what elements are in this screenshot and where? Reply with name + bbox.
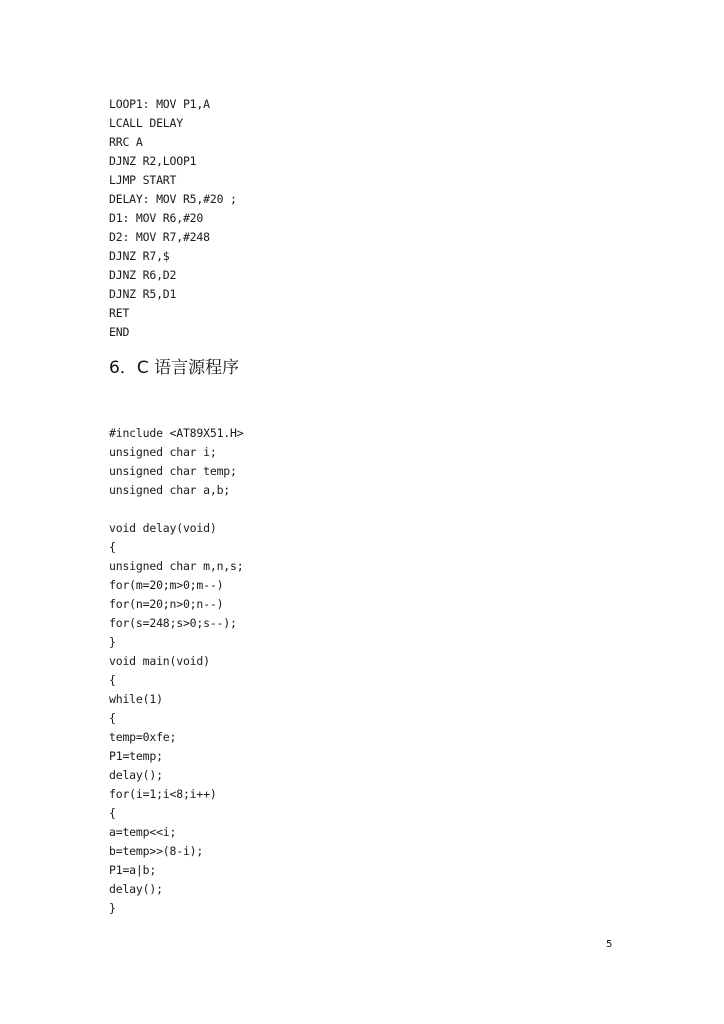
c-code-line: P1=temp;: [109, 749, 163, 763]
assembly-line: D2: MOV R7,#248: [109, 230, 210, 244]
c-code-line: for(s=248;s>0;s--);: [109, 616, 237, 630]
c-code-line: {: [109, 806, 116, 820]
assembly-line: END: [109, 325, 130, 339]
c-code-line: b=temp>>(8-i);: [109, 844, 204, 858]
assembly-line: DJNZ R5,D1: [109, 287, 177, 301]
c-code-line: }: [109, 901, 116, 915]
c-code-line: unsigned char m,n,s;: [109, 559, 244, 573]
c-code-line: delay();: [109, 882, 163, 896]
c-code-line: unsigned char a,b;: [109, 483, 231, 497]
section-heading: 6．C 语言源程序: [109, 358, 240, 378]
c-code-line: {: [109, 540, 116, 554]
c-code-line: while(1): [109, 692, 163, 706]
assembly-line: DELAY: MOV R5,#20 ;: [109, 192, 237, 206]
c-source-code-block: [109, 424, 529, 918]
c-code-line: unsigned char i;: [109, 445, 217, 459]
c-code-line: for(n=20;n>0;n--): [109, 597, 224, 611]
blank-line: [109, 500, 529, 519]
c-code-line: unsigned char temp;: [109, 464, 237, 478]
assembly-line: LCALL DELAY: [109, 116, 183, 130]
c-code-line: void main(void): [109, 654, 210, 668]
assembly-line: DJNZ R2,LOOP1: [109, 154, 197, 168]
assembly-line: LJMP START: [109, 173, 177, 187]
c-code-line: {: [109, 711, 116, 725]
assembly-line: RRC A: [109, 135, 143, 149]
assembly-line: RET: [109, 306, 130, 320]
c-code-line: for(m=20;m>0;m--): [109, 578, 224, 592]
assembly-line: DJNZ R7,$: [109, 249, 170, 263]
c-code-line: P1=a|b;: [109, 863, 157, 877]
page-number: 5: [606, 939, 613, 950]
c-code-line: temp=0xfe;: [109, 730, 177, 744]
c-code-line: {: [109, 673, 116, 687]
c-code-line: #include <AT89X51.H>: [109, 426, 244, 440]
c-code-line: delay();: [109, 768, 163, 782]
assembly-line: LOOP1: MOV P1,A: [109, 97, 210, 111]
c-code-line: }: [109, 635, 116, 649]
assembly-line: DJNZ R6,D2: [109, 268, 177, 282]
assembly-line: D1: MOV R6,#20: [109, 211, 204, 225]
c-code-line: a=temp<<i;: [109, 825, 177, 839]
assembly-code-block: [109, 95, 529, 342]
c-code-line: void delay(void): [109, 521, 217, 535]
c-code-line: for(i=1;i<8;i++): [109, 787, 217, 801]
